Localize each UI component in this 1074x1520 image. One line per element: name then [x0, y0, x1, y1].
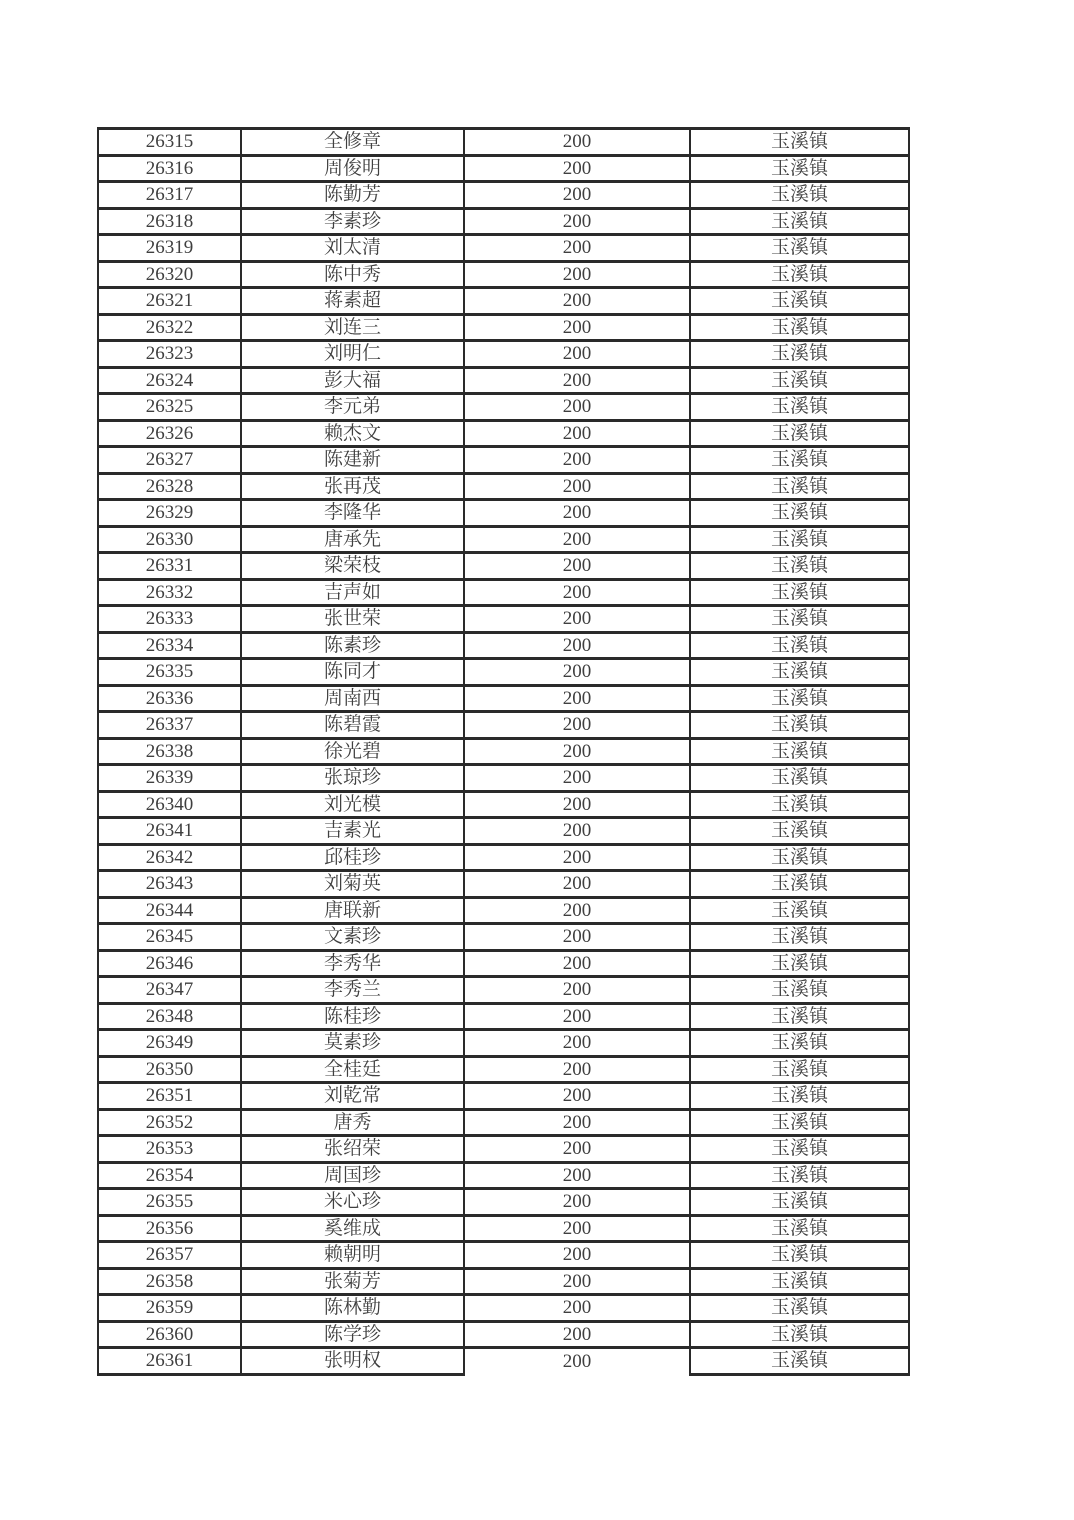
cell-name: 张琼珍 — [241, 765, 464, 792]
cell-id: 26319 — [98, 235, 241, 262]
cell-name: 李隆华 — [241, 500, 464, 527]
cell-id: 26329 — [98, 500, 241, 527]
table-row — [98, 1321, 909, 1348]
cell-id: 26331 — [98, 553, 241, 580]
cell-name: 吉声如 — [241, 579, 464, 606]
cell-id: 26355 — [98, 1189, 241, 1216]
table-row — [98, 924, 909, 951]
cell-town: 玉溪镇 — [690, 367, 909, 394]
payment-table — [97, 127, 910, 1376]
table-row — [98, 1162, 909, 1189]
table-row — [98, 1030, 909, 1057]
cell-id: 26356 — [98, 1215, 241, 1242]
cell-id: 26346 — [98, 950, 241, 977]
table-row — [98, 632, 909, 659]
cell-id: 26338 — [98, 738, 241, 765]
cell-id: 26323 — [98, 341, 241, 368]
cell-town: 玉溪镇 — [690, 924, 909, 951]
cell-amount: 200 — [464, 818, 690, 845]
cell-town: 玉溪镇 — [690, 526, 909, 553]
table-row — [98, 871, 909, 898]
cell-name: 全修章 — [241, 129, 464, 156]
cell-id: 26344 — [98, 897, 241, 924]
table-row — [98, 897, 909, 924]
cell-amount: 200 — [464, 526, 690, 553]
cell-id: 26316 — [98, 155, 241, 182]
cell-town: 玉溪镇 — [690, 261, 909, 288]
cell-town: 玉溪镇 — [690, 155, 909, 182]
cell-name: 米心珍 — [241, 1189, 464, 1216]
table-row — [98, 1109, 909, 1136]
table-row — [98, 1348, 909, 1375]
cell-name: 陈林勤 — [241, 1295, 464, 1322]
cell-amount: 200 — [464, 1109, 690, 1136]
table-row — [98, 288, 909, 315]
cell-name: 陈同才 — [241, 659, 464, 686]
cell-id: 26348 — [98, 1003, 241, 1030]
cell-name: 周南西 — [241, 685, 464, 712]
cell-amount: 200 — [464, 1242, 690, 1269]
cell-id: 26315 — [98, 129, 241, 156]
cell-id: 26359 — [98, 1295, 241, 1322]
cell-amount: 200 — [464, 659, 690, 686]
cell-name: 陈素珍 — [241, 632, 464, 659]
cell-amount: 200 — [464, 632, 690, 659]
cell-amount: 200 — [464, 1321, 690, 1348]
cell-town: 玉溪镇 — [690, 1268, 909, 1295]
cell-name: 张菊芳 — [241, 1268, 464, 1295]
cell-id: 26332 — [98, 579, 241, 606]
cell-town: 玉溪镇 — [690, 977, 909, 1004]
cell-id: 26325 — [98, 394, 241, 421]
table-row — [98, 261, 909, 288]
cell-town: 玉溪镇 — [690, 1189, 909, 1216]
table-row — [98, 1215, 909, 1242]
cell-amount: 200 — [464, 394, 690, 421]
cell-id: 26357 — [98, 1242, 241, 1269]
cell-amount: 200 — [464, 791, 690, 818]
cell-id: 26341 — [98, 818, 241, 845]
cell-name: 刘太清 — [241, 235, 464, 262]
cell-town: 玉溪镇 — [690, 288, 909, 315]
cell-amount: 200 — [464, 500, 690, 527]
cell-id: 26361 — [98, 1348, 241, 1375]
table-row — [98, 844, 909, 871]
cell-id: 26326 — [98, 420, 241, 447]
cell-amount: 200 — [464, 1056, 690, 1083]
cell-name: 彭大福 — [241, 367, 464, 394]
table-row — [98, 526, 909, 553]
table-row — [98, 235, 909, 262]
cell-amount: 200 — [464, 1083, 690, 1110]
cell-amount: 200 — [464, 155, 690, 182]
cell-name: 陈桂珍 — [241, 1003, 464, 1030]
cell-id: 26350 — [98, 1056, 241, 1083]
cell-amount: 200 — [464, 367, 690, 394]
cell-town: 玉溪镇 — [690, 1162, 909, 1189]
cell-amount: 200 — [464, 871, 690, 898]
cell-name: 奚维成 — [241, 1215, 464, 1242]
cell-amount: 200 — [464, 288, 690, 315]
cell-amount: 200 — [464, 1189, 690, 1216]
cell-town: 玉溪镇 — [690, 871, 909, 898]
cell-town: 玉溪镇 — [690, 685, 909, 712]
cell-town: 玉溪镇 — [690, 1321, 909, 1348]
cell-amount: 200 — [464, 447, 690, 474]
cell-amount: 200 — [464, 1268, 690, 1295]
table-row — [98, 1242, 909, 1269]
cell-amount: 200 — [464, 1162, 690, 1189]
cell-id: 26330 — [98, 526, 241, 553]
cell-id: 26360 — [98, 1321, 241, 1348]
table-row — [98, 447, 909, 474]
table-row — [98, 579, 909, 606]
cell-amount: 200 — [464, 341, 690, 368]
cell-town: 玉溪镇 — [690, 500, 909, 527]
table-row — [98, 1189, 909, 1216]
cell-town: 玉溪镇 — [690, 1136, 909, 1163]
cell-name: 文素珍 — [241, 924, 464, 951]
cell-amount: 200 — [464, 473, 690, 500]
cell-id: 26337 — [98, 712, 241, 739]
cell-town: 玉溪镇 — [690, 208, 909, 235]
table-row — [98, 738, 909, 765]
cell-town: 玉溪镇 — [690, 341, 909, 368]
cell-name: 张明权 — [241, 1348, 464, 1375]
cell-town: 玉溪镇 — [690, 420, 909, 447]
cell-id: 26339 — [98, 765, 241, 792]
cell-name: 张再茂 — [241, 473, 464, 500]
cell-id: 26345 — [98, 924, 241, 951]
cell-town: 玉溪镇 — [690, 579, 909, 606]
cell-id: 26352 — [98, 1109, 241, 1136]
cell-amount: 200 — [464, 553, 690, 580]
cell-town: 玉溪镇 — [690, 791, 909, 818]
cell-town: 玉溪镇 — [690, 1348, 909, 1375]
table-row — [98, 606, 909, 633]
cell-town: 玉溪镇 — [690, 632, 909, 659]
cell-town: 玉溪镇 — [690, 447, 909, 474]
table-row — [98, 182, 909, 209]
cell-name: 陈建新 — [241, 447, 464, 474]
cell-amount: 200 — [464, 950, 690, 977]
cell-name: 刘连三 — [241, 314, 464, 341]
cell-id: 26353 — [98, 1136, 241, 1163]
cell-town: 玉溪镇 — [690, 606, 909, 633]
cell-name: 刘明仁 — [241, 341, 464, 368]
cell-name: 李素珍 — [241, 208, 464, 235]
cell-id: 26320 — [98, 261, 241, 288]
table-row — [98, 473, 909, 500]
cell-id: 26328 — [98, 473, 241, 500]
cell-id: 26343 — [98, 871, 241, 898]
cell-town: 玉溪镇 — [690, 553, 909, 580]
table-row — [98, 659, 909, 686]
cell-id: 26317 — [98, 182, 241, 209]
cell-town: 玉溪镇 — [690, 1295, 909, 1322]
cell-name: 周国珍 — [241, 1162, 464, 1189]
cell-amount: 200 — [464, 1215, 690, 1242]
cell-town: 玉溪镇 — [690, 1109, 909, 1136]
cell-name: 刘菊英 — [241, 871, 464, 898]
table-row — [98, 765, 909, 792]
cell-id: 26333 — [98, 606, 241, 633]
cell-amount: 200 — [464, 712, 690, 739]
cell-name: 吉素光 — [241, 818, 464, 845]
cell-id: 26354 — [98, 1162, 241, 1189]
table-row — [98, 420, 909, 447]
cell-town: 玉溪镇 — [690, 1056, 909, 1083]
table-row — [98, 1056, 909, 1083]
cell-name: 唐秀 — [241, 1109, 464, 1136]
cell-id: 26324 — [98, 367, 241, 394]
cell-town: 玉溪镇 — [690, 1003, 909, 1030]
cell-name: 张世荣 — [241, 606, 464, 633]
cell-name: 周俊明 — [241, 155, 464, 182]
cell-name: 李秀兰 — [241, 977, 464, 1004]
table-row — [98, 1003, 909, 1030]
table-row — [98, 553, 909, 580]
cell-amount: 200 — [464, 420, 690, 447]
cell-id: 26327 — [98, 447, 241, 474]
cell-town: 玉溪镇 — [690, 182, 909, 209]
cell-id: 26321 — [98, 288, 241, 315]
cell-name: 李元弟 — [241, 394, 464, 421]
cell-amount: 200 — [464, 314, 690, 341]
cell-amount: 200 — [464, 844, 690, 871]
cell-name: 全桂廷 — [241, 1056, 464, 1083]
table-body — [98, 129, 909, 1375]
cell-amount: 200 — [464, 129, 690, 156]
table-row — [98, 1136, 909, 1163]
cell-town: 玉溪镇 — [690, 1215, 909, 1242]
cell-id: 26334 — [98, 632, 241, 659]
cell-town: 玉溪镇 — [690, 1030, 909, 1057]
cell-name: 唐承先 — [241, 526, 464, 553]
cell-id: 26351 — [98, 1083, 241, 1110]
cell-amount: 200 — [464, 738, 690, 765]
cell-id: 26349 — [98, 1030, 241, 1057]
cell-name: 蒋素超 — [241, 288, 464, 315]
cell-name: 刘光模 — [241, 791, 464, 818]
cell-name: 刘乾常 — [241, 1083, 464, 1110]
cell-id: 26318 — [98, 208, 241, 235]
cell-name: 赖朝明 — [241, 1242, 464, 1269]
table-row — [98, 314, 909, 341]
cell-id: 26358 — [98, 1268, 241, 1295]
cell-name: 邱桂珍 — [241, 844, 464, 871]
cell-town: 玉溪镇 — [690, 844, 909, 871]
cell-town: 玉溪镇 — [690, 1242, 909, 1269]
cell-name: 陈勤芳 — [241, 182, 464, 209]
cell-amount: 200 — [464, 685, 690, 712]
cell-name: 张绍荣 — [241, 1136, 464, 1163]
cell-name: 陈学珍 — [241, 1321, 464, 1348]
table-row — [98, 341, 909, 368]
cell-id: 26347 — [98, 977, 241, 1004]
table-row — [98, 950, 909, 977]
table-row — [98, 155, 909, 182]
cell-name: 唐联新 — [241, 897, 464, 924]
cell-name: 徐光碧 — [241, 738, 464, 765]
cell-amount: 200 — [464, 765, 690, 792]
cell-town: 玉溪镇 — [690, 1083, 909, 1110]
cell-id: 26336 — [98, 685, 241, 712]
table-row — [98, 712, 909, 739]
cell-amount: 200 — [464, 261, 690, 288]
cell-town: 玉溪镇 — [690, 314, 909, 341]
cell-amount: 200 — [464, 924, 690, 951]
cell-town: 玉溪镇 — [690, 818, 909, 845]
table-row — [98, 818, 909, 845]
table-row — [98, 791, 909, 818]
cell-town: 玉溪镇 — [690, 712, 909, 739]
table-row — [98, 367, 909, 394]
table-row — [98, 685, 909, 712]
cell-town: 玉溪镇 — [690, 738, 909, 765]
table-row — [98, 129, 909, 156]
cell-amount: 200 — [464, 1030, 690, 1057]
cell-town: 玉溪镇 — [690, 235, 909, 262]
cell-name: 李秀华 — [241, 950, 464, 977]
cell-id: 26340 — [98, 791, 241, 818]
cell-id: 26342 — [98, 844, 241, 871]
table-row — [98, 394, 909, 421]
cell-town: 玉溪镇 — [690, 394, 909, 421]
cell-amount: 200 — [464, 579, 690, 606]
table-row — [98, 500, 909, 527]
cell-town: 玉溪镇 — [690, 659, 909, 686]
cell-town: 玉溪镇 — [690, 473, 909, 500]
cell-amount: 200 — [464, 1348, 690, 1375]
cell-amount: 200 — [464, 235, 690, 262]
cell-amount: 200 — [464, 1003, 690, 1030]
cell-town: 玉溪镇 — [690, 950, 909, 977]
cell-town: 玉溪镇 — [690, 129, 909, 156]
table-row — [98, 1083, 909, 1110]
table-row — [98, 1268, 909, 1295]
cell-amount: 200 — [464, 897, 690, 924]
cell-name: 陈碧霞 — [241, 712, 464, 739]
cell-amount: 200 — [464, 182, 690, 209]
cell-name: 赖杰文 — [241, 420, 464, 447]
cell-amount: 200 — [464, 208, 690, 235]
table-row — [98, 208, 909, 235]
cell-amount: 200 — [464, 1136, 690, 1163]
cell-name: 陈中秀 — [241, 261, 464, 288]
cell-name: 梁荣枝 — [241, 553, 464, 580]
cell-amount: 200 — [464, 977, 690, 1004]
cell-id: 26322 — [98, 314, 241, 341]
cell-amount: 200 — [464, 1295, 690, 1322]
cell-town: 玉溪镇 — [690, 897, 909, 924]
cell-amount: 200 — [464, 606, 690, 633]
cell-name: 莫素珍 — [241, 1030, 464, 1057]
cell-town: 玉溪镇 — [690, 765, 909, 792]
cell-id: 26335 — [98, 659, 241, 686]
table-row — [98, 977, 909, 1004]
table-row — [98, 1295, 909, 1322]
